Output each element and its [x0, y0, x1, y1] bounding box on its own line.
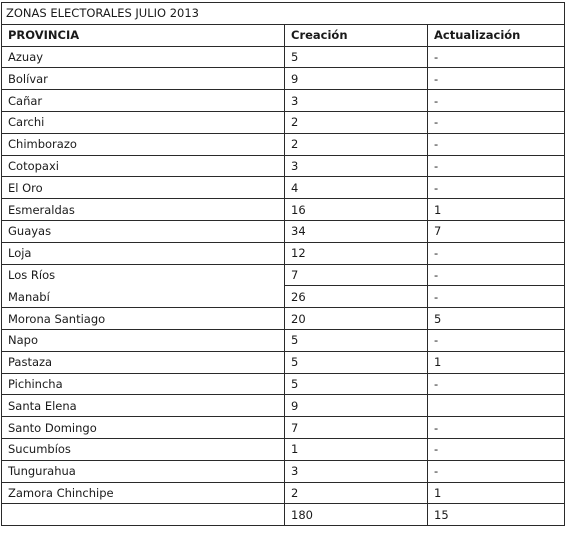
table-body — [2, 46, 565, 504]
table-row — [2, 242, 565, 264]
table-row — [2, 351, 565, 373]
cell-provincia: El Oro — [2, 177, 285, 199]
cell-creacion: 12 — [285, 242, 428, 264]
cell-creacion: 3 — [285, 155, 428, 177]
table-row — [2, 133, 565, 155]
cell-provincia: Pastaza — [2, 351, 285, 373]
cell-provincia: Morona Santiago — [2, 308, 285, 330]
header-actualizacion: Actualización — [428, 24, 565, 46]
cell-provincia: Napo — [2, 329, 285, 351]
cell-provincia: Santa Elena — [2, 395, 285, 417]
cell-provincia: Manabí — [2, 286, 285, 308]
cell-actualizacion: - — [428, 155, 565, 177]
table-row — [2, 90, 565, 112]
table-row — [2, 68, 565, 90]
cell-creacion: 5 — [285, 46, 428, 68]
cell-creacion: 2 — [285, 133, 428, 155]
table-row — [2, 438, 565, 460]
cell-actualizacion: - — [428, 90, 565, 112]
cell-provincia: Loja — [2, 242, 285, 264]
cell-provincia: Guayas — [2, 220, 285, 242]
cell-creacion: 5 — [285, 329, 428, 351]
table-row — [2, 264, 565, 286]
cell-actualizacion: 1 — [428, 482, 565, 504]
totals-row — [2, 504, 565, 526]
cell-actualizacion: - — [428, 133, 565, 155]
cell-actualizacion: 1 — [428, 351, 565, 373]
cell-provincia: Chimborazo — [2, 133, 285, 155]
cell-creacion: 5 — [285, 373, 428, 395]
cell-actualizacion: 7 — [428, 220, 565, 242]
table-row — [2, 308, 565, 330]
totals-provincia — [2, 504, 285, 526]
cell-creacion: 7 — [285, 264, 428, 286]
table-title-row — [2, 3, 565, 25]
cell-creacion: 26 — [285, 286, 428, 308]
cell-actualizacion: 5 — [428, 308, 565, 330]
cell-creacion: 1 — [285, 438, 428, 460]
table-row — [2, 286, 565, 308]
cell-provincia: Bolívar — [2, 68, 285, 90]
cell-creacion: 3 — [285, 90, 428, 112]
cell-actualizacion: - — [428, 46, 565, 68]
cell-provincia: Cotopaxi — [2, 155, 285, 177]
cell-creacion: 20 — [285, 308, 428, 330]
table-row — [2, 177, 565, 199]
table-row — [2, 460, 565, 482]
table-row — [2, 373, 565, 395]
cell-provincia: Zamora Chinchipe — [2, 482, 285, 504]
cell-creacion: 2 — [285, 111, 428, 133]
cell-creacion: 3 — [285, 460, 428, 482]
header-creacion: Creación — [285, 24, 428, 46]
table-row — [2, 417, 565, 439]
cell-provincia: Tungurahua — [2, 460, 285, 482]
cell-provincia: Cañar — [2, 90, 285, 112]
cell-actualizacion: - — [428, 111, 565, 133]
table-header-row — [2, 24, 565, 46]
cell-actualizacion — [428, 395, 565, 417]
table-row — [2, 46, 565, 68]
cell-provincia: Santo Domingo — [2, 417, 285, 439]
cell-provincia: Pichincha — [2, 373, 285, 395]
totals-creacion: 180 — [285, 504, 428, 526]
table-row — [2, 111, 565, 133]
cell-actualizacion: - — [428, 438, 565, 460]
cell-actualizacion: - — [428, 286, 565, 308]
cell-actualizacion: - — [428, 460, 565, 482]
table-row — [2, 395, 565, 417]
cell-provincia: Carchi — [2, 111, 285, 133]
cell-creacion: 34 — [285, 220, 428, 242]
table-row — [2, 329, 565, 351]
cell-provincia: Sucumbíos — [2, 438, 285, 460]
cell-actualizacion: 1 — [428, 199, 565, 221]
table-row — [2, 482, 565, 504]
cell-creacion: 2 — [285, 482, 428, 504]
cell-creacion: 7 — [285, 417, 428, 439]
totals-actualizacion: 15 — [428, 504, 565, 526]
cell-actualizacion: - — [428, 417, 565, 439]
cell-creacion: 9 — [285, 68, 428, 90]
electoral-zones-table — [1, 2, 565, 526]
cell-creacion: 16 — [285, 199, 428, 221]
cell-creacion: 5 — [285, 351, 428, 373]
cell-creacion: 4 — [285, 177, 428, 199]
table-row — [2, 199, 565, 221]
header-provincia: PROVINCIA — [2, 24, 285, 46]
cell-provincia: Los Ríos — [2, 264, 285, 286]
cell-actualizacion: - — [428, 68, 565, 90]
cell-actualizacion: - — [428, 264, 565, 286]
cell-provincia: Esmeraldas — [2, 199, 285, 221]
cell-actualizacion: - — [428, 329, 565, 351]
table-title: ZONAS ELECTORALES JULIO 2013 — [2, 3, 565, 25]
cell-actualizacion: - — [428, 242, 565, 264]
cell-provincia: Azuay — [2, 46, 285, 68]
table-row — [2, 220, 565, 242]
cell-actualizacion: - — [428, 177, 565, 199]
cell-actualizacion: - — [428, 373, 565, 395]
cell-creacion: 9 — [285, 395, 428, 417]
table-row — [2, 155, 565, 177]
